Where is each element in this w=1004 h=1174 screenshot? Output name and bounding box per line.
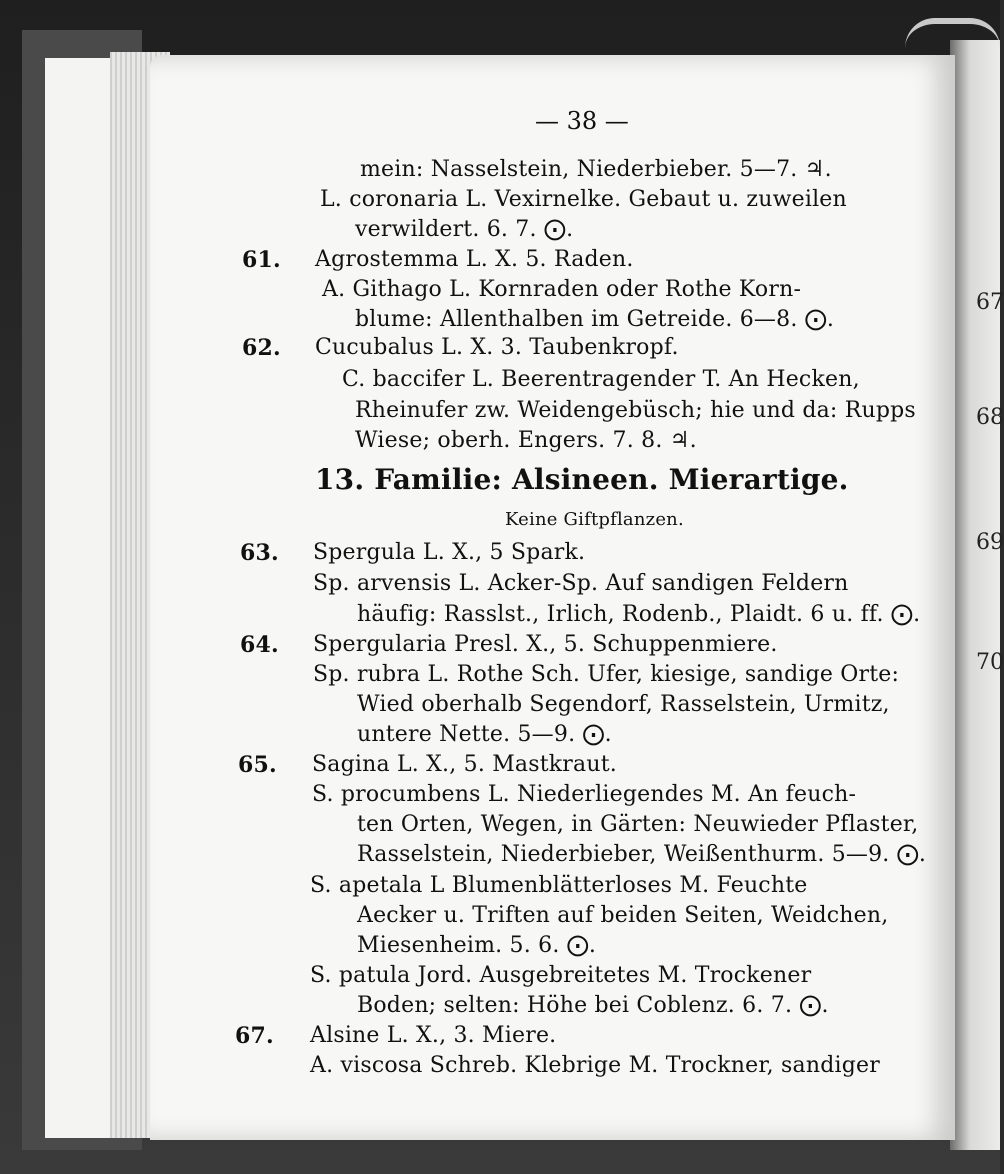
entry-number: 64. — [240, 632, 279, 658]
text-line: Sagina L. X., 5. Mastkraut. — [312, 752, 617, 777]
text-line: blume: Allenthalben im Getreide. 6—8. ⨀. — [355, 307, 835, 332]
facing-page-edge — [950, 40, 1004, 1150]
entry-number: 63. — [240, 540, 279, 566]
page-content — [150, 55, 955, 1140]
entry-number: 65. — [238, 752, 277, 778]
entry-number: 61. — [242, 247, 281, 273]
text-line: untere Nette. 5—9. ⨀. — [357, 722, 612, 747]
text-line: Agrostemma L. X. 5. Raden. — [315, 247, 634, 272]
text-line: Alsine L. X., 3. Miere. — [310, 1023, 557, 1048]
family-subheading: Keine Giftpflanzen. — [505, 509, 684, 530]
text-line: S. patula Jord. Ausgebreitetes M. Trockener — [310, 963, 812, 988]
text-line: mein: Nasselstein, Niederbieber. 5—7. ♃. — [360, 157, 832, 182]
text-line: L. coronaria L. Vexirnelke. Gebaut u. zuweilen — [320, 187, 847, 212]
text-line: Boden; selten: Höhe bei Coblenz. 6. 7. ⨀. — [357, 993, 829, 1018]
text-line: S. procumbens L. Niederliegendes M. An feuch- — [312, 782, 857, 807]
entry-number: 62. — [242, 335, 281, 361]
bookmark-ribbon — [905, 18, 1000, 59]
facing-page-number: 70 — [976, 650, 1004, 675]
facing-page-number: 67 — [976, 290, 1004, 315]
entry-number: 67. — [235, 1023, 274, 1049]
text-line: Sp. arvensis L. Acker-Sp. Auf sandigen Feldern — [313, 571, 849, 596]
text-line: Rasselstein, Niederbieber, Weißenthurm. 5—9. ⨀. — [357, 842, 927, 867]
text-line: Spergularia Presl. X., 5. Schuppenmiere. — [313, 632, 778, 657]
text-line: Wied oberhalb Segendorf, Rasselstein, Urmitz, — [357, 692, 890, 717]
facing-page-number: 69 — [976, 530, 1004, 555]
text-line: häufig: Rasslst., Irlich, Rodenb., Plaidt. 6 u. ff. ⨀. — [357, 602, 921, 627]
page-number: — 38 — — [535, 107, 629, 135]
text-line: C. baccifer L. Beerentragender T. An Hecken, — [342, 367, 860, 392]
text-line: Miesenheim. 5. 6. ⨀. — [357, 933, 597, 958]
text-line: verwildert. 6. 7. ⨀. — [355, 217, 574, 242]
text-line: A. viscosa Schreb. Klebrige M. Trockner, sandiger — [310, 1053, 880, 1078]
text-line: A. Githago L. Kornraden oder Rothe Korn- — [322, 277, 802, 302]
text-line: Spergula L. X., 5 Spark. — [313, 540, 586, 565]
text-line: Cucubalus L. X. 3. Taubenkropf. — [315, 335, 679, 360]
text-line: Aecker u. Triften auf beiden Seiten, Weidchen, — [357, 903, 889, 928]
text-line: ten Orten, Wegen, in Gärten: Neuwieder Pflaster, — [357, 812, 919, 837]
text-line: Sp. rubra L. Rothe Sch. Ufer, kiesige, sandige Orte: — [313, 662, 900, 687]
text-line: S. apetala L Blumenblätterloses M. Feuchte — [310, 873, 808, 898]
facing-page-number: 68 — [976, 405, 1004, 430]
family-heading: 13. Familie: Alsineen. Mierartige. — [315, 463, 849, 496]
text-line: Wiese; oberh. Engers. 7. 8. ♃. — [355, 428, 697, 453]
text-line: Rheinufer zw. Weidengebüsch; hie und da: Rupps — [355, 398, 916, 423]
